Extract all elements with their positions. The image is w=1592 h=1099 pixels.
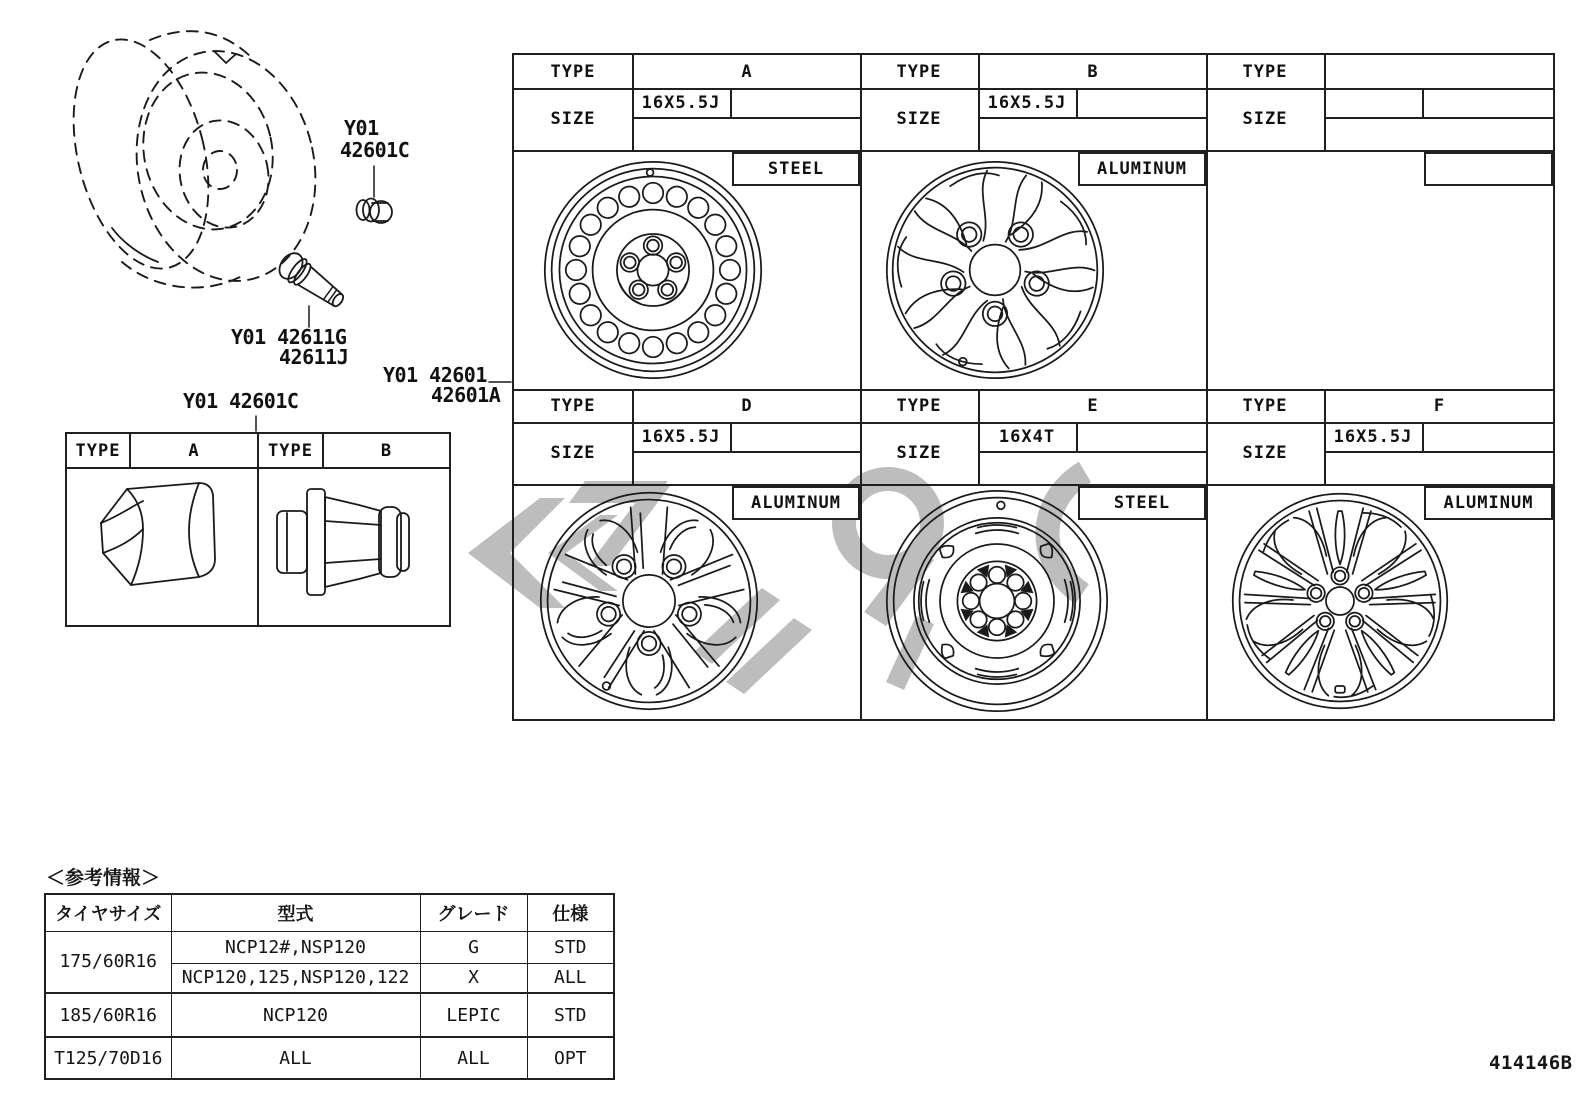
material-badge-steel: STEEL [1078,486,1206,520]
type-value-f: F [1433,395,1446,416]
type-value-e: E [1087,395,1099,416]
size-value-d: 16X5.5J [632,422,732,453]
size-label: SIZE [1206,422,1326,484]
size-label: SIZE [860,88,980,150]
cell-spec: STD [527,931,614,963]
size-label: SIZE [514,88,634,150]
type-label: TYPE [860,389,980,422]
label-valve-number: Y01 42611G [231,325,347,349]
size-value-e: 16X4T [978,422,1078,453]
tire-outline [52,25,337,298]
hub-bolt-drawing [357,166,393,223]
type-value-d: D [741,395,753,416]
cell-grade: G [420,931,527,963]
nut-type-value-b: B [380,440,393,461]
cell-grade: X [420,963,527,993]
label-hub-bolt-number: 42601C [340,138,410,162]
type-label: TYPE [67,434,131,467]
cell-spec: STD [527,993,614,1037]
cell-model: NCP120,125,NSP120,122 [171,963,420,993]
material-badge-steel: STEEL [732,152,860,186]
material-badge-aluminum: ALUMINUM [1078,152,1206,186]
cell-tire-size: T125/70D16 [45,1037,171,1079]
type-label: TYPE [514,389,634,422]
col-header-model: 型式 [171,894,420,931]
cell-grade: ALL [420,1037,527,1079]
size-label: SIZE [860,422,980,484]
cell-model: ALL [171,1037,420,1079]
size-label: SIZE [1206,88,1326,150]
nut-type-value-a: A [131,434,259,467]
type-label: TYPE [1206,55,1326,88]
cell-model: NCP12#,NSP120 [171,931,420,963]
col-header-spec: 仕様 [527,894,614,931]
size-label: SIZE [514,422,634,484]
type-value-a: A [741,61,753,82]
type-label: TYPE [1206,389,1326,422]
type-label: TYPE [259,434,324,467]
col-header-tire-size: タイヤサイズ [45,894,171,931]
label-disc-wheel-number-2: 42601A [431,383,501,407]
cell-model: NCP120 [171,993,420,1037]
cell-grade: LEPIC [420,993,527,1037]
label-wheel-nut-number: Y01 42601C [183,389,299,413]
col-header-grade: グレード [420,894,527,931]
type-label: TYPE [514,55,634,88]
type-label: TYPE [860,55,980,88]
cell-tire-size: 185/60R16 [45,993,171,1037]
material-badge-aluminum: ALUMINUM [732,486,860,520]
label-valve-number-2: 42611J [279,345,349,369]
cell-spec: OPT [527,1037,614,1079]
size-value-b: 16X5.5J [978,88,1078,119]
cell-spec: ALL [527,963,614,993]
reference-info-title: ＜参考情報＞ [46,868,161,889]
type-value-b: B [1087,61,1099,82]
cell-tire-size: 175/60R16 [45,931,171,993]
label-hub-bolt-prefix: Y01 [344,116,379,140]
material-badge-aluminum: ALUMINUM [1424,486,1553,520]
size-value-f: 16X5.5J [1324,422,1424,453]
drawing-number: 414146B [1489,1052,1573,1074]
size-value-a: 16X5.5J [632,88,732,119]
label-disc-wheel-number: Y01 42601 [383,363,487,387]
